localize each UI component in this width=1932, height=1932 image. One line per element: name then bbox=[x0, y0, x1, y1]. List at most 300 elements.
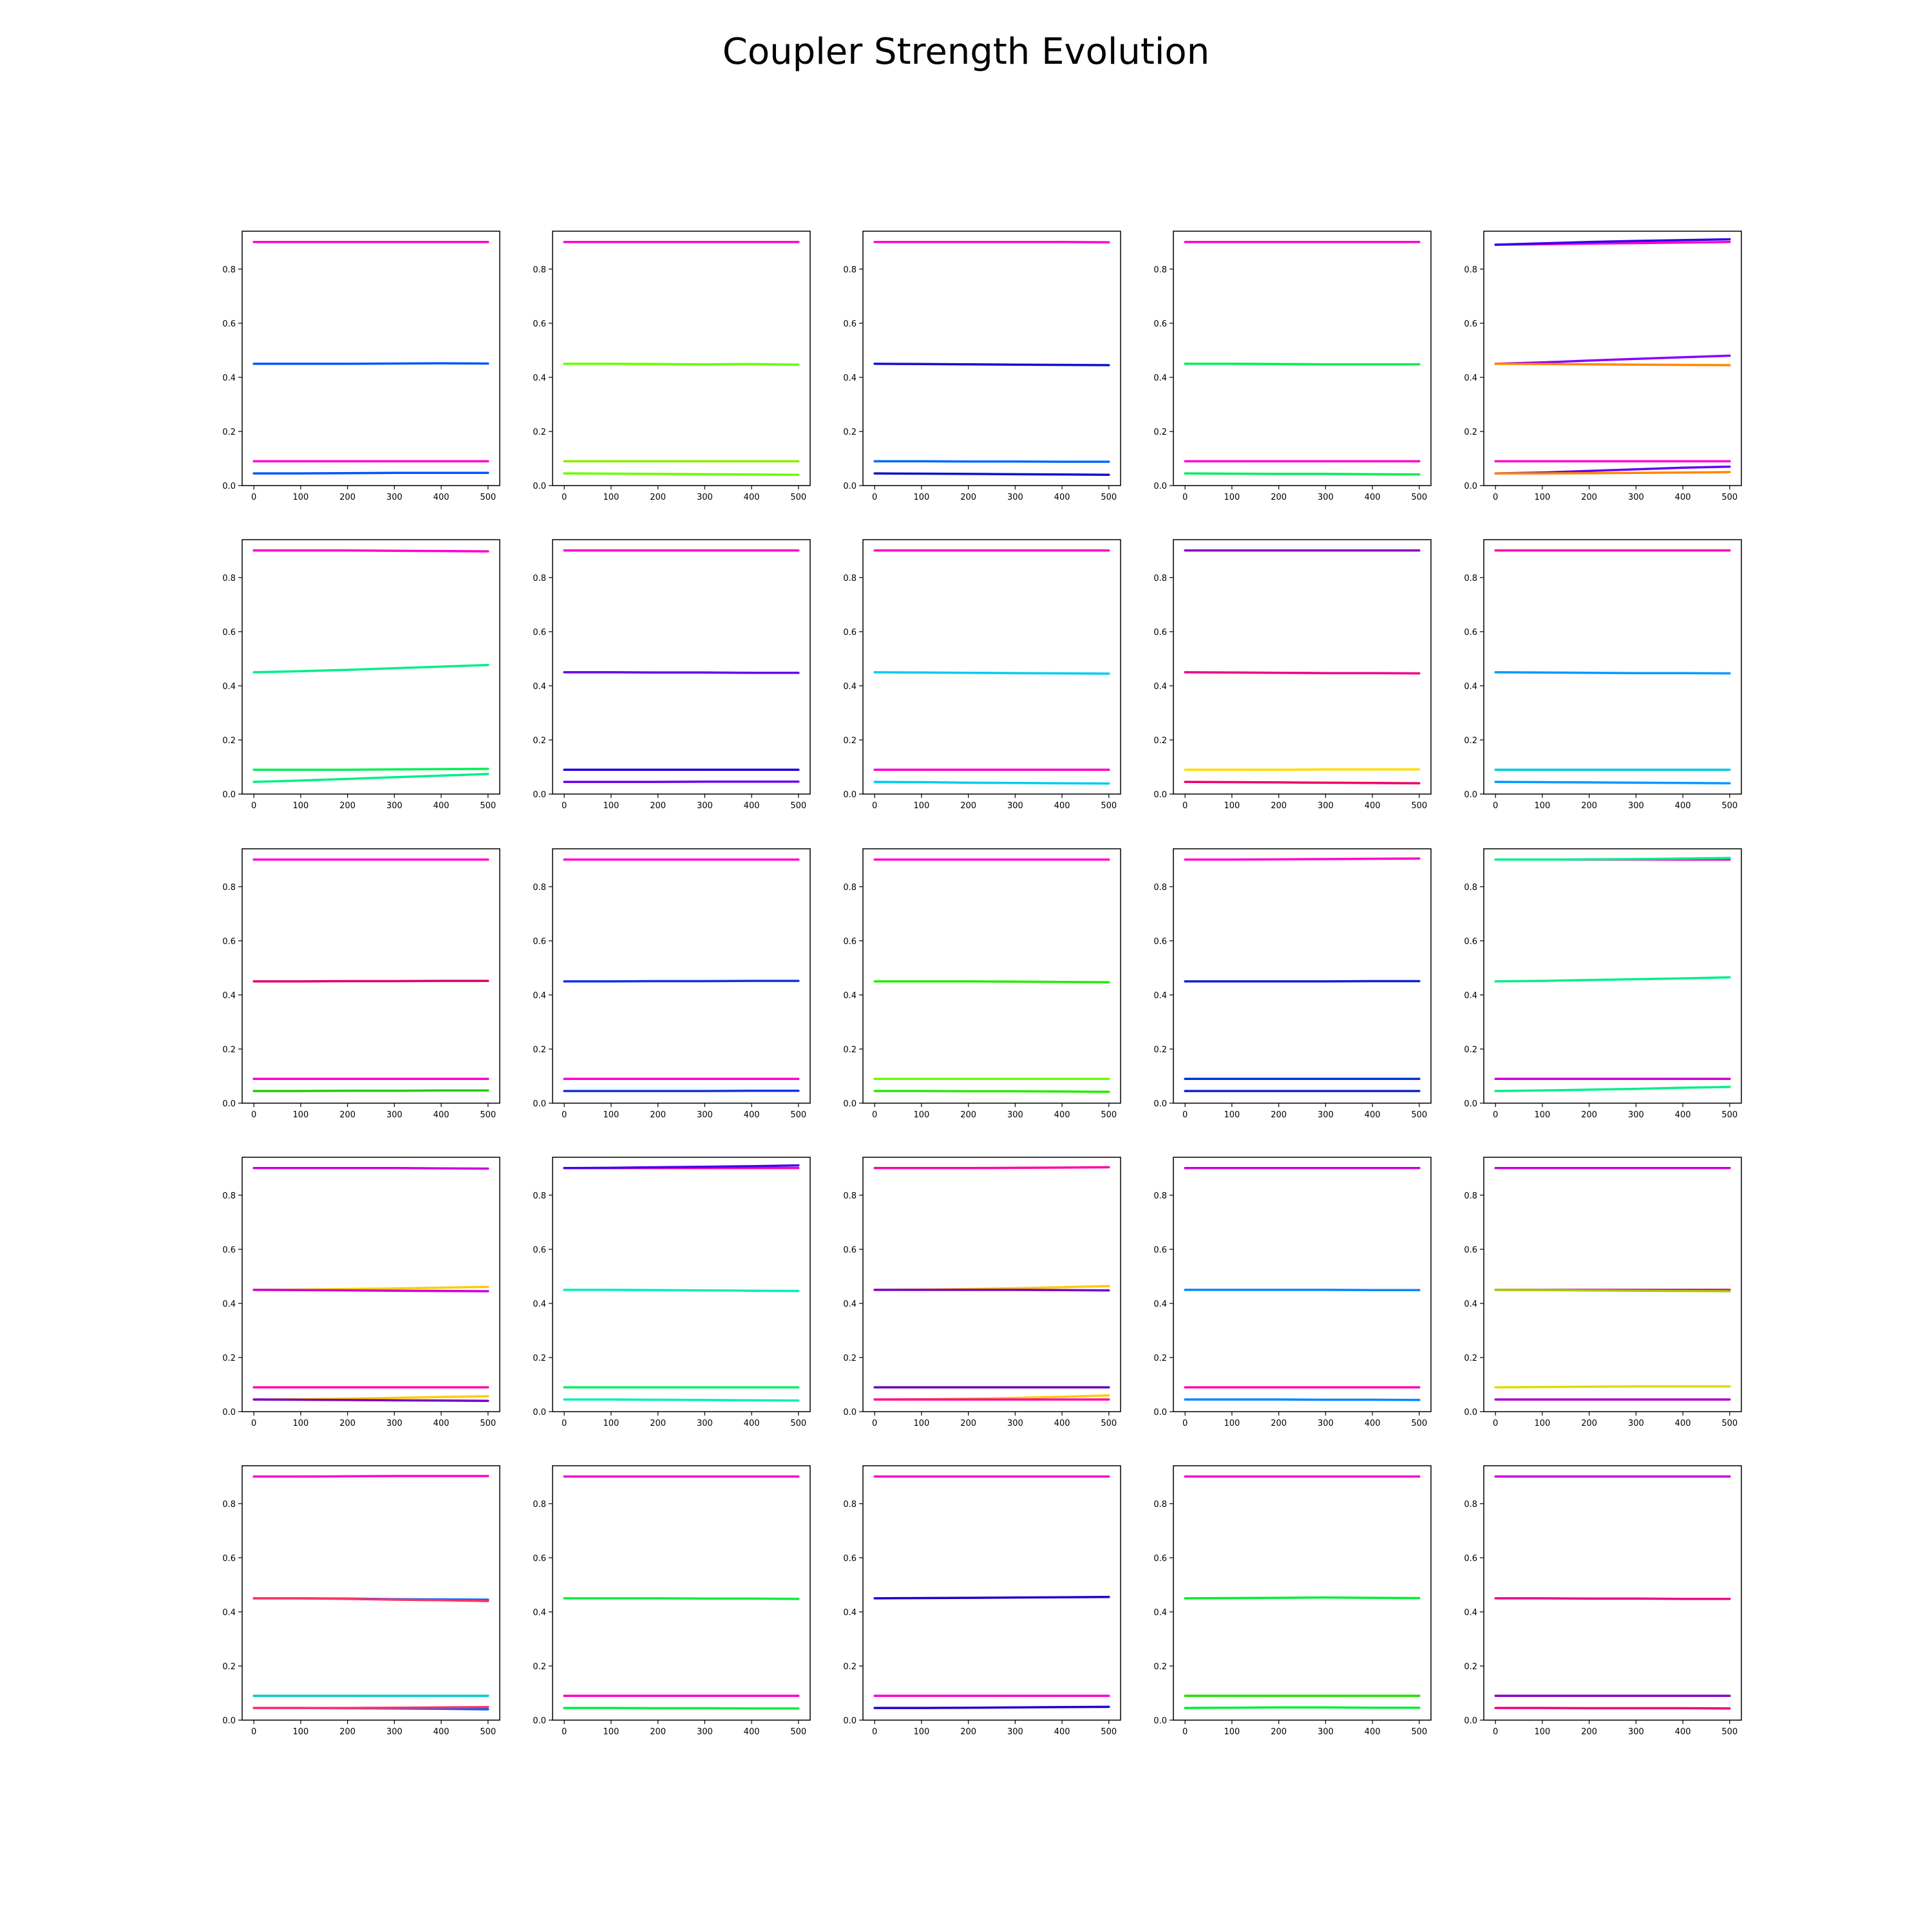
x-tick-label: 500 bbox=[790, 1110, 807, 1120]
x-tick-label: 0 bbox=[872, 1727, 878, 1737]
series-line-2 bbox=[254, 665, 488, 672]
y-tick-label: 0.4 bbox=[1153, 1607, 1167, 1618]
x-tick-label: 500 bbox=[790, 1419, 807, 1428]
y-tick-label: 0.6 bbox=[843, 936, 857, 947]
x-tick-label: 200 bbox=[650, 493, 667, 502]
y-tick-label: 0.2 bbox=[843, 1662, 857, 1672]
x-tick-label: 0 bbox=[1493, 1419, 1499, 1428]
series-line-4 bbox=[875, 1707, 1109, 1708]
y-tick-label: 0.2 bbox=[533, 1662, 546, 1672]
y-tick-label: 0.0 bbox=[533, 1716, 546, 1726]
x-tick-label: 100 bbox=[603, 1419, 620, 1428]
x-tick-label: 0 bbox=[1493, 493, 1499, 502]
y-tick-label: 0.8 bbox=[1464, 1191, 1477, 1201]
x-tick-label: 100 bbox=[913, 1727, 930, 1737]
x-tick-label: 400 bbox=[1674, 1110, 1691, 1120]
series-line-4 bbox=[564, 1708, 799, 1709]
x-tick-label: 200 bbox=[650, 1727, 667, 1737]
x-tick-label: 100 bbox=[1224, 1727, 1240, 1737]
y-tick-label: 0.2 bbox=[1464, 735, 1477, 746]
y-tick-label: 0.0 bbox=[843, 482, 857, 491]
x-tick-label: 400 bbox=[433, 1419, 450, 1428]
x-tick-label: 300 bbox=[1007, 1727, 1023, 1737]
series-line-3 bbox=[254, 1290, 488, 1291]
chart-title: Coupler Strength Evolution bbox=[722, 31, 1210, 73]
subplot-r2-c3 bbox=[843, 540, 1121, 811]
y-tick-label: 0.4 bbox=[222, 1607, 236, 1618]
y-tick-label: 0.0 bbox=[533, 790, 546, 800]
series-line-2 bbox=[875, 364, 1109, 365]
y-tick-label: 0.2 bbox=[843, 1045, 857, 1055]
y-tick-label: 0.6 bbox=[1153, 1553, 1167, 1564]
plot-frame bbox=[1484, 231, 1741, 486]
x-tick-label: 400 bbox=[1364, 1419, 1381, 1428]
x-tick-label: 300 bbox=[386, 1110, 402, 1120]
x-tick-label: 400 bbox=[1054, 493, 1070, 502]
y-tick-label: 0.0 bbox=[1153, 1099, 1167, 1109]
y-tick-label: 0.0 bbox=[222, 482, 236, 491]
series-line-4 bbox=[1495, 1708, 1730, 1709]
y-tick-label: 0.2 bbox=[1464, 1045, 1477, 1055]
x-tick-label: 200 bbox=[960, 1110, 977, 1120]
y-tick-label: 0.4 bbox=[1153, 681, 1167, 692]
y-tick-label: 0.0 bbox=[222, 1716, 236, 1726]
x-tick-label: 200 bbox=[650, 1419, 667, 1428]
series-line-3 bbox=[875, 461, 1109, 462]
series-line-3 bbox=[1495, 978, 1730, 981]
y-tick-label: 0.0 bbox=[843, 1099, 857, 1109]
y-tick-label: 0.8 bbox=[1153, 882, 1167, 893]
series-line-2 bbox=[1185, 672, 1419, 674]
x-tick-label: 0 bbox=[1493, 1110, 1499, 1120]
series-line-2 bbox=[875, 672, 1109, 674]
y-tick-label: 0.0 bbox=[843, 790, 857, 800]
y-tick-label: 0.8 bbox=[843, 573, 857, 583]
x-tick-label: 100 bbox=[1534, 1419, 1551, 1428]
series-line-2 bbox=[254, 363, 488, 364]
plot-frame bbox=[1484, 1157, 1741, 1412]
y-tick-label: 0.4 bbox=[843, 1299, 857, 1309]
x-tick-label: 500 bbox=[1721, 801, 1738, 811]
subplot-r3-c5 bbox=[1464, 849, 1741, 1120]
y-tick-label: 0.2 bbox=[1153, 1353, 1167, 1363]
x-tick-label: 300 bbox=[696, 493, 713, 502]
y-tick-label: 0.0 bbox=[1464, 1716, 1477, 1726]
x-tick-label: 400 bbox=[1054, 1110, 1070, 1120]
plot-frame bbox=[553, 231, 810, 486]
x-tick-label: 500 bbox=[1101, 1110, 1117, 1120]
y-tick-label: 0.8 bbox=[1153, 1191, 1167, 1201]
x-tick-label: 100 bbox=[292, 801, 309, 811]
y-tick-label: 0.4 bbox=[533, 373, 546, 383]
y-tick-label: 0.2 bbox=[222, 1353, 236, 1363]
series-line-4 bbox=[254, 1090, 488, 1091]
x-tick-label: 400 bbox=[743, 1419, 760, 1428]
x-tick-label: 300 bbox=[1317, 493, 1334, 502]
subplot-r3-c3 bbox=[843, 849, 1121, 1120]
x-tick-label: 100 bbox=[603, 1727, 620, 1737]
series-line-3 bbox=[1495, 1290, 1730, 1291]
series-line-2 bbox=[875, 981, 1109, 982]
y-tick-label: 0.6 bbox=[1464, 1245, 1477, 1255]
y-tick-label: 0.8 bbox=[1153, 1499, 1167, 1510]
x-tick-label: 500 bbox=[1721, 1419, 1738, 1428]
x-tick-label: 100 bbox=[1534, 1110, 1551, 1120]
x-tick-label: 300 bbox=[386, 1419, 402, 1428]
y-tick-label: 0.6 bbox=[533, 936, 546, 947]
x-tick-label: 400 bbox=[1674, 801, 1691, 811]
x-tick-label: 100 bbox=[603, 801, 620, 811]
y-tick-label: 0.6 bbox=[222, 627, 236, 638]
plot-frame bbox=[1484, 849, 1741, 1103]
y-tick-label: 0.2 bbox=[1153, 1662, 1167, 1672]
subplot-r5-c5 bbox=[1464, 1466, 1741, 1737]
x-tick-label: 300 bbox=[1317, 1419, 1334, 1428]
x-tick-label: 500 bbox=[1411, 801, 1428, 811]
x-tick-label: 500 bbox=[1101, 1727, 1117, 1737]
x-tick-label: 200 bbox=[1271, 1110, 1287, 1120]
x-tick-label: 400 bbox=[1054, 1419, 1070, 1428]
x-tick-label: 300 bbox=[696, 1110, 713, 1120]
y-tick-label: 0.0 bbox=[1153, 790, 1167, 800]
y-tick-label: 0.6 bbox=[222, 1245, 236, 1255]
y-tick-label: 0.4 bbox=[1153, 990, 1167, 1001]
y-tick-label: 0.8 bbox=[533, 882, 546, 893]
subplot-r1-c5 bbox=[1464, 231, 1741, 502]
x-tick-label: 100 bbox=[1534, 801, 1551, 811]
x-tick-label: 200 bbox=[339, 1419, 356, 1428]
y-tick-label: 0.0 bbox=[1153, 482, 1167, 491]
plot-frame bbox=[1173, 849, 1431, 1103]
y-tick-label: 0.8 bbox=[533, 1499, 546, 1510]
x-tick-label: 0 bbox=[1182, 1110, 1188, 1120]
subplot-r5-c3 bbox=[843, 1466, 1121, 1737]
x-tick-label: 300 bbox=[386, 801, 402, 811]
x-tick-label: 300 bbox=[1627, 1727, 1644, 1737]
x-tick-label: 100 bbox=[1534, 493, 1551, 502]
series-line-2 bbox=[564, 672, 799, 673]
x-tick-label: 300 bbox=[696, 1419, 713, 1428]
y-tick-label: 0.2 bbox=[843, 1353, 857, 1363]
x-tick-label: 200 bbox=[1271, 1419, 1287, 1428]
x-tick-label: 0 bbox=[562, 1419, 567, 1428]
x-tick-label: 300 bbox=[1317, 1727, 1334, 1737]
x-tick-label: 100 bbox=[1224, 1419, 1240, 1428]
y-tick-label: 0.0 bbox=[1153, 1408, 1167, 1417]
y-tick-label: 0.8 bbox=[1464, 265, 1477, 275]
y-tick-label: 0.8 bbox=[222, 882, 236, 893]
x-tick-label: 100 bbox=[913, 801, 930, 811]
y-tick-label: 0.4 bbox=[533, 1607, 546, 1618]
series-line-3 bbox=[1495, 355, 1730, 364]
y-tick-label: 0.4 bbox=[1153, 1299, 1167, 1309]
y-tick-label: 0.6 bbox=[533, 319, 546, 329]
plot-frame bbox=[863, 540, 1121, 794]
x-tick-label: 300 bbox=[1007, 493, 1023, 502]
y-tick-label: 0.6 bbox=[222, 1553, 236, 1564]
x-tick-label: 500 bbox=[1411, 1419, 1428, 1428]
series-line-3 bbox=[875, 1290, 1109, 1291]
x-tick-label: 500 bbox=[1411, 1727, 1428, 1737]
y-tick-label: 0.2 bbox=[222, 1045, 236, 1055]
x-tick-label: 400 bbox=[1364, 801, 1381, 811]
series-line-4 bbox=[1185, 782, 1419, 783]
x-tick-label: 200 bbox=[339, 801, 356, 811]
series-line-3 bbox=[564, 1290, 799, 1291]
plot-frame bbox=[242, 1466, 500, 1720]
y-tick-label: 0.8 bbox=[533, 265, 546, 275]
x-tick-label: 300 bbox=[1317, 801, 1334, 811]
y-tick-label: 0.2 bbox=[843, 735, 857, 746]
x-tick-label: 0 bbox=[251, 801, 257, 811]
y-tick-label: 0.6 bbox=[222, 319, 236, 329]
x-tick-label: 500 bbox=[1101, 493, 1117, 502]
series-line-5 bbox=[1495, 1087, 1730, 1091]
x-tick-label: 400 bbox=[433, 1727, 450, 1737]
y-tick-label: 0.2 bbox=[222, 735, 236, 746]
x-tick-label: 0 bbox=[562, 1110, 567, 1120]
x-tick-label: 200 bbox=[960, 1419, 977, 1428]
y-tick-label: 0.0 bbox=[533, 482, 546, 491]
x-tick-label: 200 bbox=[650, 1110, 667, 1120]
x-tick-label: 0 bbox=[251, 1419, 257, 1428]
y-tick-label: 0.6 bbox=[1153, 319, 1167, 329]
x-tick-label: 100 bbox=[292, 493, 309, 502]
y-tick-label: 0.0 bbox=[1464, 1408, 1477, 1417]
x-tick-label: 200 bbox=[1581, 1110, 1598, 1120]
plot-frame bbox=[863, 1157, 1121, 1412]
x-tick-label: 0 bbox=[1182, 493, 1188, 502]
x-tick-label: 500 bbox=[1411, 1110, 1428, 1120]
x-tick-label: 500 bbox=[480, 1110, 497, 1120]
y-tick-label: 0.0 bbox=[222, 790, 236, 800]
x-tick-label: 400 bbox=[433, 801, 450, 811]
y-tick-label: 0.4 bbox=[843, 681, 857, 692]
y-tick-label: 0.4 bbox=[1464, 373, 1477, 383]
y-tick-label: 0.2 bbox=[533, 1353, 546, 1363]
x-tick-label: 0 bbox=[251, 1110, 257, 1120]
x-tick-label: 300 bbox=[1627, 801, 1644, 811]
x-tick-label: 200 bbox=[1271, 801, 1287, 811]
y-tick-label: 0.4 bbox=[1153, 373, 1167, 383]
x-tick-label: 500 bbox=[480, 493, 497, 502]
y-tick-label: 0.8 bbox=[843, 1191, 857, 1201]
x-tick-label: 0 bbox=[562, 801, 567, 811]
subplot-r4-c2 bbox=[533, 1157, 810, 1428]
x-tick-label: 300 bbox=[1627, 1419, 1644, 1428]
x-tick-label: 0 bbox=[1182, 801, 1188, 811]
y-tick-label: 0.2 bbox=[533, 427, 546, 437]
x-tick-label: 500 bbox=[1721, 493, 1738, 502]
y-tick-label: 0.4 bbox=[222, 990, 236, 1001]
x-tick-label: 200 bbox=[650, 801, 667, 811]
plot-frame bbox=[242, 231, 500, 486]
y-tick-label: 0.4 bbox=[1464, 681, 1477, 692]
subplot-r2-c1 bbox=[222, 540, 500, 811]
series-line-2 bbox=[564, 1598, 799, 1599]
y-tick-label: 0.6 bbox=[1153, 936, 1167, 947]
subplot-r3-c4 bbox=[1153, 849, 1431, 1120]
y-tick-label: 0.2 bbox=[222, 1662, 236, 1672]
x-tick-label: 300 bbox=[1627, 493, 1644, 502]
x-tick-label: 200 bbox=[1581, 801, 1598, 811]
subplot-r1-c2 bbox=[533, 231, 810, 502]
series-line-1 bbox=[254, 1168, 488, 1169]
x-tick-label: 0 bbox=[251, 493, 257, 502]
subplot-r5-c2 bbox=[533, 1466, 810, 1737]
x-tick-label: 400 bbox=[743, 1727, 760, 1737]
y-tick-label: 0.6 bbox=[843, 1245, 857, 1255]
x-tick-label: 0 bbox=[872, 1419, 878, 1428]
x-tick-label: 0 bbox=[562, 493, 567, 502]
x-tick-label: 200 bbox=[1581, 493, 1598, 502]
x-tick-label: 200 bbox=[960, 1727, 977, 1737]
x-tick-label: 100 bbox=[1534, 1727, 1551, 1737]
y-tick-label: 0.6 bbox=[1464, 936, 1477, 947]
plot-frame bbox=[242, 849, 500, 1103]
series-line-4 bbox=[875, 473, 1109, 475]
y-tick-label: 0.8 bbox=[222, 265, 236, 275]
y-tick-label: 0.8 bbox=[843, 265, 857, 275]
series-line-4 bbox=[1185, 1399, 1419, 1400]
y-tick-label: 0.4 bbox=[222, 1299, 236, 1309]
y-tick-label: 0.8 bbox=[1464, 882, 1477, 893]
y-tick-label: 0.0 bbox=[1464, 482, 1477, 491]
plot-frame bbox=[553, 540, 810, 794]
x-tick-label: 100 bbox=[1224, 1110, 1240, 1120]
plot-frame bbox=[242, 1157, 500, 1412]
y-tick-label: 0.0 bbox=[1153, 1716, 1167, 1726]
y-tick-label: 0.6 bbox=[1153, 1245, 1167, 1255]
x-tick-label: 400 bbox=[743, 493, 760, 502]
subplot-r3-c1 bbox=[222, 849, 500, 1120]
x-tick-label: 500 bbox=[480, 1727, 497, 1737]
y-tick-label: 0.8 bbox=[533, 573, 546, 583]
x-tick-label: 0 bbox=[872, 493, 878, 502]
y-tick-label: 0.8 bbox=[843, 1499, 857, 1510]
y-tick-label: 0.4 bbox=[1464, 990, 1477, 1001]
plot-frame bbox=[863, 849, 1121, 1103]
y-tick-label: 0.4 bbox=[1464, 1299, 1477, 1309]
y-tick-label: 0.4 bbox=[843, 373, 857, 383]
subplot-r5-c4 bbox=[1153, 1466, 1431, 1737]
subplot-r4-c3 bbox=[843, 1157, 1121, 1428]
y-tick-label: 0.8 bbox=[843, 882, 857, 893]
y-tick-label: 0.6 bbox=[1464, 1553, 1477, 1564]
y-tick-label: 0.4 bbox=[1464, 1607, 1477, 1618]
x-tick-label: 400 bbox=[1364, 1110, 1381, 1120]
plot-frame bbox=[1173, 1157, 1431, 1412]
x-tick-label: 0 bbox=[562, 1727, 567, 1737]
series-line-2 bbox=[875, 1597, 1109, 1598]
x-tick-label: 500 bbox=[1411, 493, 1428, 502]
series-line-2 bbox=[1185, 364, 1419, 365]
series-line-3 bbox=[254, 769, 488, 770]
x-tick-label: 300 bbox=[1007, 1110, 1023, 1120]
y-tick-label: 0.2 bbox=[1153, 1045, 1167, 1055]
series-line-4 bbox=[1185, 1707, 1419, 1708]
x-tick-label: 400 bbox=[1674, 493, 1691, 502]
series-line-6 bbox=[254, 1399, 488, 1401]
x-tick-label: 200 bbox=[1271, 1727, 1287, 1737]
x-tick-label: 400 bbox=[1674, 1419, 1691, 1428]
x-tick-label: 400 bbox=[433, 493, 450, 502]
x-tick-label: 400 bbox=[433, 1110, 450, 1120]
x-tick-label: 0 bbox=[872, 1110, 878, 1120]
x-tick-label: 500 bbox=[1721, 1727, 1738, 1737]
y-tick-label: 0.8 bbox=[222, 1191, 236, 1201]
y-tick-label: 0.4 bbox=[222, 681, 236, 692]
y-tick-label: 0.8 bbox=[222, 1499, 236, 1510]
x-tick-label: 400 bbox=[743, 1110, 760, 1120]
subplot-r3-c2 bbox=[533, 849, 810, 1120]
subplot-r2-c5 bbox=[1464, 540, 1741, 811]
x-tick-label: 500 bbox=[790, 801, 807, 811]
y-tick-label: 0.6 bbox=[1464, 319, 1477, 329]
x-tick-label: 200 bbox=[339, 1110, 356, 1120]
x-tick-label: 400 bbox=[1054, 801, 1070, 811]
y-tick-label: 0.4 bbox=[843, 990, 857, 1001]
x-tick-label: 400 bbox=[1364, 1727, 1381, 1737]
y-tick-label: 0.6 bbox=[843, 1553, 857, 1564]
x-tick-label: 400 bbox=[1364, 493, 1381, 502]
y-tick-label: 0.8 bbox=[222, 573, 236, 583]
y-tick-label: 0.0 bbox=[1464, 790, 1477, 800]
series-line-2 bbox=[1495, 858, 1730, 860]
y-tick-label: 0.2 bbox=[533, 735, 546, 746]
x-tick-label: 0 bbox=[251, 1727, 257, 1737]
y-tick-label: 0.4 bbox=[533, 1299, 546, 1309]
y-tick-label: 0.2 bbox=[1464, 427, 1477, 437]
x-tick-label: 500 bbox=[1101, 1419, 1117, 1428]
x-tick-label: 200 bbox=[339, 1727, 356, 1737]
y-tick-label: 0.2 bbox=[1464, 1353, 1477, 1363]
x-tick-label: 500 bbox=[480, 801, 497, 811]
x-tick-label: 100 bbox=[603, 493, 620, 502]
x-tick-label: 100 bbox=[603, 1110, 620, 1120]
y-tick-label: 0.0 bbox=[1464, 1099, 1477, 1109]
y-tick-label: 0.8 bbox=[533, 1191, 546, 1201]
x-tick-label: 200 bbox=[1581, 1419, 1598, 1428]
plot-frame bbox=[1484, 1466, 1741, 1720]
x-tick-label: 300 bbox=[696, 801, 713, 811]
y-tick-label: 0.6 bbox=[1153, 627, 1167, 638]
series-line-1 bbox=[1185, 858, 1419, 860]
x-tick-label: 400 bbox=[1674, 1727, 1691, 1737]
x-tick-label: 100 bbox=[1224, 493, 1240, 502]
series-line-1 bbox=[254, 1476, 488, 1477]
y-tick-label: 0.2 bbox=[222, 427, 236, 437]
series-line-4 bbox=[875, 782, 1109, 784]
subplot-r2-c2 bbox=[533, 540, 810, 811]
x-tick-label: 0 bbox=[1182, 1419, 1188, 1428]
x-tick-label: 200 bbox=[1581, 1727, 1598, 1737]
subplot-r4-c1 bbox=[222, 1157, 500, 1428]
y-tick-label: 0.6 bbox=[843, 627, 857, 638]
x-tick-label: 100 bbox=[913, 1110, 930, 1120]
x-tick-label: 300 bbox=[386, 493, 402, 502]
y-tick-label: 0.8 bbox=[1464, 573, 1477, 583]
series-line-4 bbox=[1495, 364, 1730, 365]
y-tick-label: 0.2 bbox=[843, 427, 857, 437]
series-line-4 bbox=[254, 774, 488, 782]
y-tick-label: 0.6 bbox=[843, 319, 857, 329]
y-tick-label: 0.6 bbox=[222, 936, 236, 947]
y-tick-label: 0.4 bbox=[533, 990, 546, 1001]
x-tick-label: 0 bbox=[872, 801, 878, 811]
subplot-r5-c1 bbox=[222, 1466, 500, 1737]
y-tick-label: 0.6 bbox=[533, 1245, 546, 1255]
